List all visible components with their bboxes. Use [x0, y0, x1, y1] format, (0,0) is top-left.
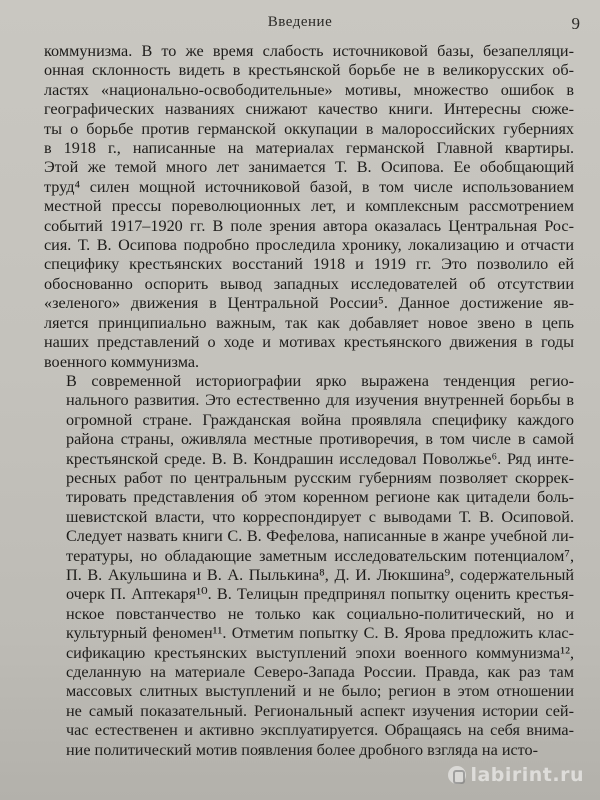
text-line: ние политический мотив появления более дробного взгляда на исто-: [66, 740, 539, 759]
text-line: «зеленого» движения в Центральной России⁵. Данное достижение яв-: [44, 294, 574, 313]
text-line: сделанную на материале Северо-Запада России. Правда, как раз там: [66, 663, 574, 681]
watermark: [448, 764, 584, 786]
text-line: в 1918 г., написанные на материалах германской Главной квартиры.: [44, 139, 574, 158]
text-line: Этой же темой много лет занимается Т. В. Осипова. Ее обобщающий: [44, 158, 574, 177]
text-line: массовых слитных выступлений и не было; регион в этом отношении: [66, 682, 574, 701]
text-line: В современной историографии ярко выражена тенденция регио-: [66, 371, 574, 390]
running-title: Введение: [267, 14, 333, 30]
text-line: очерк П. Аптекаря¹⁰. В. Телицын предпринял попытку оценить крестья-: [66, 585, 574, 604]
text-line: шевистской власти, что корреспондирует с выводами Т. В. Осиповой.: [66, 507, 574, 526]
text-line: крестьянской среде. В. В. Кондрашин исследовал Поволжье⁶. Ряд инте-: [66, 449, 574, 468]
text-line: коммунизма. В то же время слабость источниковой базы, безапелляци-: [44, 42, 574, 60]
text-line: нального развития. Это естественно для изучения внутренней борьбы в: [66, 391, 574, 410]
text-line: сификацию крестьянских выступлений эпохи военного коммунизма¹²,: [66, 643, 574, 662]
text-line: ты о борьбе против германской оккупации в малороссийских губерниях: [44, 119, 574, 138]
text-line: культурный феномен¹¹. Отметим попытку С. В. Ярова предложить клас-: [66, 624, 574, 643]
text-line: огромной стране. Гражданская война проявляла специфику каждого: [66, 410, 574, 429]
page-header: [0, 14, 600, 36]
page-number: 9: [571, 14, 580, 33]
paragraph-1: [44, 42, 574, 372]
text-line: наших представлений о ходе и мотивах крестьянского движения в годы: [44, 333, 574, 352]
text-line: тературы, но обладающие заметным исследовательским потенциалом⁷,: [66, 546, 574, 565]
text-line: обоснованно оспорить вывод западных исследователей об отсутствии: [44, 274, 574, 293]
text-line: местной прессы пореволюционных лет, и комплексным рассмотрением: [44, 197, 574, 216]
text-line: онная склонность видеть в крестьянской борьбе не в великорусских об-: [44, 61, 574, 80]
text-line: сия. Т. В. Осипова подробно проследила хронику, локализацию и отчасти: [44, 236, 574, 255]
text-line: П. В. Акульшина и В. А. Пылькина⁸, Д. И. Люкшина⁹, содержательный: [66, 565, 574, 584]
text-line: ресных работ по центральным русским губерниям позволяет скоррек-: [66, 468, 574, 487]
labirint-logo-icon: [448, 766, 466, 784]
text-line: труд⁴ силен мощной источниковой базой, в том числе использованием: [44, 177, 574, 196]
text-line: тировать представления об этом коренном регионе как цитадели боль-: [66, 488, 574, 507]
text-line: Следует назвать книги С. В. Фефелова, написанные в жанре учебной ли-: [66, 527, 574, 546]
text-line: ляется принципиально важным, так как добавляет новое звено в цепь: [44, 313, 574, 332]
text-line: событий 1917–1920 гг. В поле зрения автора оказалась Центральная Рос-: [44, 216, 574, 235]
text-line: нское повстанчество не только как социально-политический, но и: [66, 604, 574, 623]
text-line: не самый показательный. Региональный аспект изучения истории сей-: [66, 701, 574, 720]
text-line: географических названиях снижают качество книги. Интересны сюже-: [44, 100, 574, 119]
text-line: час естественен и активно эксплуатируется. Обращаясь на себя внима-: [66, 721, 574, 740]
text-line: ластях «национально-освободительные» мотивы, множество ошибок в: [44, 80, 574, 99]
text-line: района страны, оживляла местные противоречия, в том числе в самой: [66, 430, 574, 449]
body-text: [44, 42, 574, 760]
paragraph-2: [44, 372, 574, 760]
text-line: специфику крестьянских восстаний 1918 и 1919 гг. Это позволило ей: [44, 255, 574, 274]
text-line: военного коммунизма.: [44, 352, 200, 371]
watermark-text: labirint.ru: [470, 764, 584, 786]
